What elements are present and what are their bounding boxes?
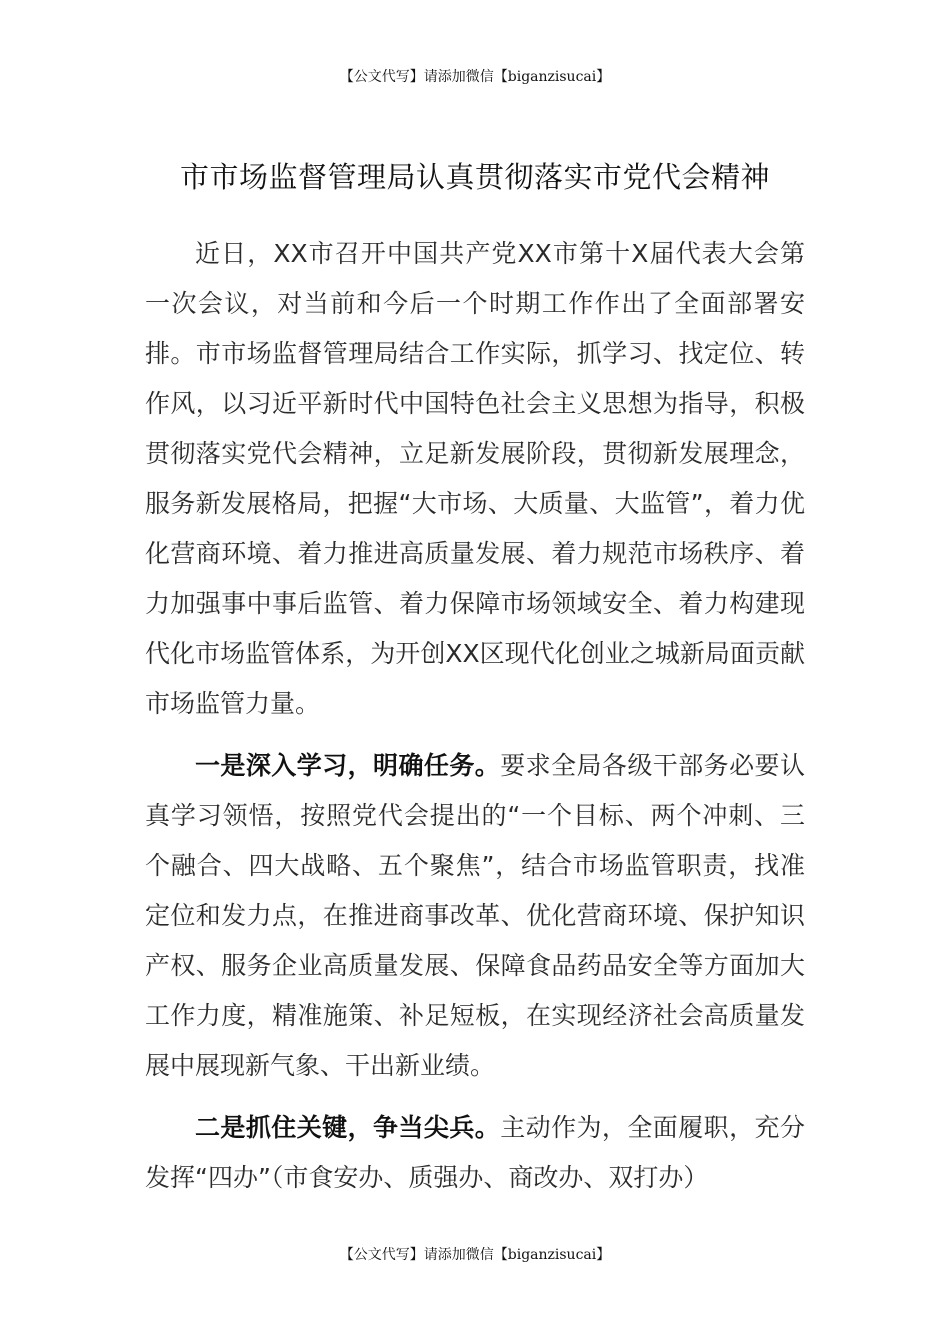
paragraph-text: 要求全局各级干部务必要认真学习领悟，按照党代会提出的“一个目标、两个冲刺、三个融合、四大战略、五个聚焦”，结合市场监管职责，找准定位和发力点，在推进商事改革、优化营商环境、保护知识产权、服务企业高质量发展、保障食品药品安全等方面加大工作力度，精准施策、补足短板，在实现经济社会高质量发展中展现新气象、干出新业绩。 (145, 751, 805, 1080)
paragraph-text: 主动作为，全面履职，充分发挥“四办”（市食安办、质强办、商改办、双打办） (145, 1113, 805, 1192)
paragraph-text: 近日，XX市召开中国共产党XX市第十X届代表大会第一次会议，对当前和今后一个时期工作作出了全面部署安排。市市场监督管理局结合工作实际，抓学习、找定位、转作风，以习近平新时代中国特色社会主义思想为指导，积极贯彻落实党代会精神，立足新发展阶段，贯彻新发展理念，服务新发展格局，把握“大市场、大质量、大监管”，着力优化营商环境、着力推进高质量发展、着力规范市场秩序、着力加强事中事后监管、着力保障市场领域安全、着力构建现代化市场监管体系，为开创XX区现代化创业之城新局面贡献市场监管力量。 (145, 239, 805, 718)
paragraph-intro (145, 229, 805, 729)
document-body (145, 229, 805, 1215)
paragraph-lead: 一是深入学习，明确任务。 (195, 751, 501, 780)
paragraph-point-two (145, 1103, 805, 1203)
header-watermark-note: 【公文代写】请添加微信【biganzisucai】 (339, 69, 611, 85)
footer-watermark-note: 【公文代写】请添加微信【biganzisucai】 (339, 1247, 611, 1263)
paragraph-point-one (145, 741, 805, 1091)
paragraph-lead: 二是抓住关键，争当尖兵。 (195, 1113, 501, 1142)
document-title: 市市场监督管理局认真贯彻落实市党代会精神 (179, 160, 770, 194)
